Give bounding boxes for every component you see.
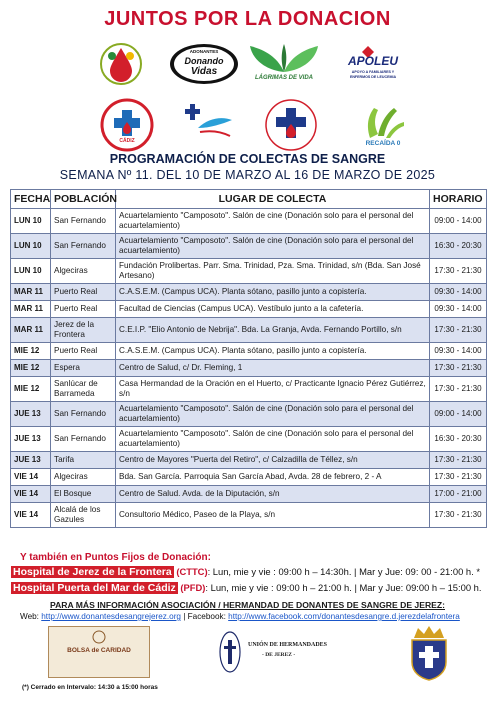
- cell-fecha: LUN 10: [11, 234, 51, 259]
- cell-poblacion: San Fernando: [51, 427, 116, 452]
- cell-lugar: Acuartelamiento "Camposoto". Salón de cine (Donación solo para el personal del acuartelamiento): [116, 234, 430, 259]
- asociacion-cross-icon: [178, 98, 236, 152]
- cell-poblacion: El Bosque: [51, 486, 116, 503]
- header-poblacion: POBLACIÓN: [51, 190, 116, 209]
- cell-fecha: LUN 10: [11, 259, 51, 284]
- logo-union-hermandades: [218, 628, 328, 676]
- table-row: [11, 360, 487, 377]
- fixed-points-intro: Y también en Puntos Fijos de Donación:: [20, 552, 211, 563]
- hospital-jerez-hours: : Lun, mie y vie : 09:00 h – 14:30h. | Mar y Jue: 09: 00 - 21:00 h. *: [207, 566, 480, 577]
- cell-lugar: Centro de Salud, c/ Dr. Fleming, 1: [116, 360, 430, 377]
- hermandad-jerez-cross-icon: [262, 98, 320, 152]
- cell-lugar: C.A.S.E.M. (Campus UCA). Planta sótano, pasillo junto a copistería.: [116, 343, 430, 360]
- cell-poblacion: Algeciras: [51, 469, 116, 486]
- cell-poblacion: Espera: [51, 360, 116, 377]
- cell-poblacion: Sanlúcar de Barrameda: [51, 377, 116, 402]
- cell-lugar: Acuartelamiento "Camposoto". Salón de cine (Donación solo para el personal del acuartelamiento): [116, 427, 430, 452]
- header-fecha: FECHA: [11, 190, 51, 209]
- cell-poblacion: Jerez de la Frontera: [51, 318, 116, 343]
- cell-lugar: Acuartelamiento "Camposoto". Salón de cine (Donación solo para el personal del acuartelamiento): [116, 402, 430, 427]
- cell-fecha: VIE 14: [11, 486, 51, 503]
- table-row: [11, 452, 487, 469]
- lagrimas-text: LÁGRIMAS DE VIDA: [254, 75, 313, 81]
- hermandad-cadiz-text: CÁDIZ: [119, 138, 135, 144]
- logo-hermandad-cadiz: [100, 98, 154, 152]
- cell-fecha: MAR 11: [11, 284, 51, 301]
- cell-fecha: VIE 14: [11, 503, 51, 528]
- cell-poblacion: Algeciras: [51, 259, 116, 284]
- table-row: [11, 469, 487, 486]
- cell-poblacion: San Fernando: [51, 209, 116, 234]
- website-link[interactable]: http://www.donantesdesangrejerez.org: [41, 612, 181, 621]
- cell-lugar: Centro de Salud. Avda. de la Diputación, s/n: [116, 486, 430, 503]
- cell-fecha: MAR 11: [11, 318, 51, 343]
- web-label: Web:: [20, 612, 42, 621]
- schedule-body: [11, 209, 487, 528]
- table-row: [11, 377, 487, 402]
- logo-asociacion-donantes: [178, 98, 236, 152]
- fixed-point-cadiz: [11, 582, 481, 594]
- apoleu-text: APOLEU: [347, 54, 398, 68]
- logo-hermandad-jerez: [262, 98, 320, 152]
- cell-lugar: C.E.I.P. "Elio Antonio de Nebrija". Bda. La Granja, Avda. Fernando Portillo, s/n: [116, 318, 430, 343]
- page-title: JUNTOS POR LA DONACION: [104, 8, 391, 30]
- cell-horario: 17:30 - 21:30: [430, 469, 487, 486]
- cell-horario: 17:30 - 21:30: [430, 503, 487, 528]
- cell-fecha: JUE 13: [11, 427, 51, 452]
- cell-poblacion: Alcalá de los Gazules: [51, 503, 116, 528]
- hospital-jerez-name: Hospital de Jerez de la Frontera: [13, 566, 172, 578]
- footnote: (*) Cerrado en Intervalo: 14:30 a 15:00 horas: [22, 684, 158, 691]
- cell-horario: 17:30 - 21:30: [430, 452, 487, 469]
- crown-crest-icon: [404, 624, 454, 682]
- union-emblem-icon: [218, 630, 242, 674]
- cell-poblacion: San Fernando: [51, 402, 116, 427]
- table-row: [11, 301, 487, 318]
- logo-lagrimas-de-vida: [244, 42, 324, 86]
- recaida-text: RECAÍDA 0: [365, 140, 401, 147]
- cell-lugar: Bda. San García. Parroquia San García Abad, Avda. 28 de febrero, 2 - A: [116, 469, 430, 486]
- fixed-point-jerez: [11, 566, 480, 578]
- cell-horario: 09:30 - 14:00: [430, 343, 487, 360]
- logo-hermandad-crest: [404, 624, 454, 682]
- facebook-label: | Facebook:: [180, 612, 229, 621]
- hospital-cadiz-name: Hospital Puerta del Mar de Cádiz: [13, 582, 176, 594]
- schedule-table: [10, 189, 487, 528]
- cell-horario: 09:00 - 14:00: [430, 402, 487, 427]
- donando-main-text: Donando: [184, 56, 224, 66]
- cell-horario: 17:30 - 21:30: [430, 259, 487, 284]
- cell-lugar: Centro de Mayores "Puerta del Retiro", c/ Calzadilla de Téllez, s/n: [116, 452, 430, 469]
- cell-fecha: MIE 12: [11, 377, 51, 402]
- table-row: [11, 503, 487, 528]
- table-row: [11, 402, 487, 427]
- table-row: [11, 234, 487, 259]
- cell-horario: 17:00 - 21:00: [430, 486, 487, 503]
- union-text: UNIÓN DE HERMANDADES: [248, 642, 328, 648]
- more-info-line: PARA MÁS INFORMACIÓN ASOCIACIÓN / HERMANDAD DE DONANTES DE SANGRE DE JEREZ:: [49, 600, 445, 610]
- cell-lugar: Acuartelamiento "Camposoto". Salón de cine (Donación solo para el personal del acuartelamiento): [116, 209, 430, 234]
- web-line: [20, 612, 460, 621]
- cell-horario: 09:30 - 14:00: [430, 301, 487, 318]
- table-row: [11, 318, 487, 343]
- logo-bolsa-caridad: [48, 626, 150, 678]
- cell-lugar: Consultorio Médico, Paseo de la Playa, s/n: [116, 503, 430, 528]
- table-row: [11, 486, 487, 503]
- table-row: [11, 343, 487, 360]
- logo-donando-vidas: [168, 42, 240, 86]
- cell-lugar: C.A.S.E.M. (Campus UCA). Planta sótano, pasillo junto a copistería.: [116, 284, 430, 301]
- logo-recaida-cero: [356, 98, 410, 152]
- header-horario: HORARIO: [430, 190, 487, 209]
- logo-apoleu: [338, 42, 408, 86]
- hospital-cadiz-code: (PFD): [180, 582, 206, 593]
- table-row: [11, 209, 487, 234]
- cell-lugar: Facultad de Ciencias (Campus UCA). Vestíbulo junto a la cafetería.: [116, 301, 430, 318]
- logo-hermandad-drop: [96, 42, 146, 86]
- cell-fecha: MAR 11: [11, 301, 51, 318]
- cell-poblacion: Puerto Real: [51, 284, 116, 301]
- cell-poblacion: Tarifa: [51, 452, 116, 469]
- cell-lugar: Casa Hermandad de la Oración en el Huerto, c/ Practicante Ignacio Pérez Gutiérrez, s/n: [116, 377, 430, 402]
- donando-top-text: ADONANTES: [189, 49, 219, 54]
- cell-lugar: Fundación Prolibertas. Parr. Sma. Trinidad, Pza. Sma. Trinidad, s/n (Bda. San José Artesano): [116, 259, 430, 284]
- table-row: [11, 427, 487, 452]
- cell-poblacion: Puerto Real: [51, 301, 116, 318]
- cell-fecha: MIE 12: [11, 360, 51, 377]
- cell-fecha: VIE 14: [11, 469, 51, 486]
- table-row: [11, 259, 487, 284]
- cell-horario: 17:30 - 21:30: [430, 318, 487, 343]
- header-lugar: LUGAR DE COLECTA: [116, 190, 430, 209]
- cell-horario: 09:30 - 14:00: [430, 284, 487, 301]
- table-row: [11, 284, 487, 301]
- hospital-cadiz-hours: : Lun, mie y vie : 09:00 h – 21:00 h. | Mar y Jue: 09:00 h – 15:00 h.: [205, 582, 482, 593]
- table-header-row: [11, 190, 487, 209]
- blood-drop-icon: [96, 42, 146, 86]
- hospital-jerez-code: (CTTC): [176, 566, 208, 577]
- cell-fecha: MIE 12: [11, 343, 51, 360]
- donando-sub-text: Vidas: [190, 66, 218, 77]
- cell-horario: 16:30 - 20:30: [430, 234, 487, 259]
- cell-fecha: JUE 13: [11, 452, 51, 469]
- week-subheading: SEMANA Nº 11. DEL 10 DE MARZO AL 16 DE MARZO DE 2025: [59, 168, 436, 182]
- cell-horario: 16:30 - 20:30: [430, 427, 487, 452]
- cell-fecha: JUE 13: [11, 402, 51, 427]
- cell-horario: 17:30 - 21:30: [430, 377, 487, 402]
- union-sub-text: - DE JEREZ -: [262, 652, 296, 658]
- apoleu-sub-text: APOYO A FAMILIARES Y ENFERMOS DE LEUCEMIA: [349, 70, 397, 79]
- schedule-heading: PROGRAMACIÓN DE COLECTAS DE SANGRE: [109, 152, 386, 166]
- bolsa-text: BOLSA de CARIDAD: [67, 647, 131, 654]
- cell-horario: 09:00 - 14:00: [430, 209, 487, 234]
- facebook-link[interactable]: http://www.facebook.com/donantesdesangre.d.jerezdelafrontera: [228, 612, 460, 621]
- cell-fecha: LUN 10: [11, 209, 51, 234]
- cell-horario: 17:30 - 21:30: [430, 360, 487, 377]
- cell-poblacion: Puerto Real: [51, 343, 116, 360]
- cell-poblacion: San Fernando: [51, 234, 116, 259]
